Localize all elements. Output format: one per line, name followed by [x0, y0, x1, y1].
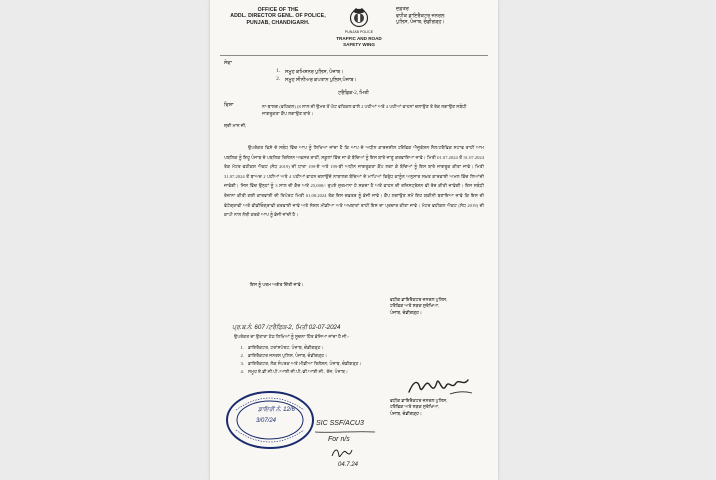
copy-recipient: ਡਾਇਰੈਕਟਰ, ਟਰਾਂਸਪੋਰਟ, ਪੰਜਾਬ, ਚੰਡੀਗੜ੍ਹ। — [248, 345, 324, 350]
closing-line: ਇਸ ਨੂੰ ਪਰਮ ਅਗੇਤ ਦਿੱਤੀ ਜਾਵੇ। — [250, 282, 304, 287]
punjab-police-emblem-icon — [347, 5, 371, 29]
copy-recipient: ਡਾਇਰੈਕਟਰ ਜਨਰਲ ਪੁਲਿਸ, ਪੰਜਾਬ, ਚੰਡੀਗੜ੍ਹ। — [248, 353, 328, 358]
letterhead-english — [224, 7, 332, 26]
stamp-date: 3/07/24 — [256, 418, 277, 424]
copy-number: 3. — [240, 361, 244, 366]
signatory-line: ਵਧੀਕ ਡਾਇਰੈਕਟਰ ਜਨਰਲ ਪੁਲਿਸ, — [390, 297, 448, 302]
wing-line: SAFETY WING — [343, 41, 375, 47]
copy-number: 1. — [240, 345, 244, 350]
wing-line: TRAFFIC AND ROAD — [336, 36, 382, 41]
signatory-line: ਟਰੈਫਿਕ ਅਤੇ ਸੜਕ ਸੁਰੱਖਿਆ, — [390, 404, 440, 410]
copy-recipient: ਡਾਇਰੈਕਟਰ, ਲੋਕ ਸੰਪਰਕ ਅਤੇ ਮੀਡੀਆ ਰਿਲੇਸ਼ਨ, ਪੰਜਾਬ, ਚੰਡੀਗੜ੍ਹ। — [248, 361, 362, 366]
emblem-caption: PUNJAB POLICE — [344, 30, 374, 34]
salutation: ਸ਼੍ਰੀ ਮਾਨ ਜੀ, — [224, 123, 247, 128]
letterhead-line: PUNJAB, CHANDIGARH. — [246, 19, 310, 26]
signatory-line: ਪੰਜਾਬ, ਚੰਡੀਗੜ੍ਹ। — [390, 309, 423, 315]
recipient-number: 2. — [276, 77, 280, 82]
recipient-line: ਸਮੂਹ ਸੀਨੀਅਰ ਕਪਤਾਨ ਪੁਲਿਸ,ਪੰਜਾਬ। — [285, 78, 357, 83]
signatory-line: ਟਰੈਫਿਕ ਅਤੇ ਸੜਕ ਸੁਰੱਖਿਆ, — [390, 303, 440, 309]
subject-label: ਵਿਸ਼ਾ — [224, 103, 234, 108]
wing-title — [336, 36, 382, 47]
handwritten-note-line: For n/s — [328, 436, 350, 443]
letterhead-line: OFFICE OF THE — [257, 7, 299, 13]
copy-number: 4. — [240, 369, 244, 374]
endorsement-number: ਪ੍ਰ.ਬ.ਨੰ. 607 /ਟਰੈਫਿਕ-2, ਮਿਤੀ 02-07-2024 — [232, 324, 341, 331]
letterhead-line: ADDL. DIRECTOR GENL. OF POLICE, — [230, 13, 326, 20]
letterhead-line: ਪੁਲਿਸ, ਪੰਜਾਬ, ਚੰਡੀਗੜ੍ਹ। — [396, 20, 445, 26]
copy-number: 2. — [240, 353, 244, 358]
reference-number: ਟਰੈਫਿਕ-2, ਮਿਤੀ — [338, 91, 369, 96]
handwritten-note-date: 04.7.24 — [338, 462, 359, 468]
letterhead-line: ਵਧੀਕ ਡਾਇਰੈਕਟਰ ਜਨਰਲ — [396, 13, 445, 19]
underline-stroke — [314, 430, 376, 434]
stamp-diary-number: ਡਾਇਰੀ ਨੰ. 12/6 — [258, 407, 295, 413]
subject-text: ਨਾ-ਬਾਲਗ (ਵਹਿਕਲ) (8 ਸਾਲ ਦੀ ਉਮਰ ਤੋਂ ਘੱਟ ਵਹਿਕਲ ਵਾਲੇ 2 ਪਹੀਆਂ ਅਤੇ 4 ਪਹੀਆਂ ਵਾਹਨਾਂ ਚਲਾਉਣ ਤੇ ਰੋਕ ਲਗਾਉਣ ਸਬੰਧੀ ਜਾਗਰੂਕਤਾ ਕੈਂਪ ਲਗਾਉਣ ਬਾਰੇ। — [262, 104, 467, 117]
endorsement-text: ਉਪਰੋਕਤ ਦਾ ਉਤਾਰਾ ਹੇਠ ਲਿਖਿਆਂ ਨੂੰ ਸੂਚਨਾ ਹਿੱਤ ਭੇਜਿਆ ਜਾਂਦਾ ਹੈ ਜੀ:- — [234, 334, 350, 339]
recipient-line: ਸਮੂਹ ਕਮਿਸ਼ਨਰ ਪੁਲਿਸ, ਪੰਜਾਬ। — [285, 70, 344, 75]
handwritten-note-line: SIC SSF/ACU3 — [316, 420, 364, 427]
signatory-line: ਵਧੀਕ ਡਾਇਰੈਕਟਰ ਜਨਰਲ ਪੁਲਿਸ, — [390, 398, 448, 403]
to-label: ਸੇਵਾ — [224, 61, 232, 66]
signature-block-1 — [390, 297, 490, 316]
signatory-line: ਪੰਜਾਬ, ਚੰਡੀਗੜ੍ਹ। — [390, 410, 423, 416]
signature-block-2 — [390, 398, 490, 417]
initials-scribble-icon — [330, 446, 354, 460]
letter-page — [210, 0, 498, 480]
recipient-number: 1. — [276, 69, 280, 74]
body-paragraph: ਉਪਰੋਕਤ ਵਿਸ਼ੇ ਦੇ ਸਬੰਧ ਵਿੱਚ ਆਪ ਨੂੰ ਲਿਖਿਆ ਜਾਂਦਾ ਹੈ ਕਿ ਆਪ ਦੇ ਅਧੀਨ ਕਾਰਜਸ਼ੀਲ ਟਰੈਫਿਕ ਐਜੂਕੇਸ਼ਨ ਸੈਲ/ਟਰੈਫਿਕ ਸਟਾਫ ਰਾਹੀਂ ਆਮ ਪਬਲਿਕ ਨੂੰ ਇਹੂ ਪੰਜਾਬ ਦੇ ਪਬਲਿਕ ਰਿਲੇਸ਼ਨ ਅਫਸਰ ਰਾਹੀਂ, ਸਕੂਲਾਂ ਵਿੱਚ ਜਾ ਕੇ ਬੱਚਿਆਂ ਨੂੰ ਇਸ ਬਾਰੇ ਜਾਣੂ ਕਰਵਾਇਆ ਜਾਵੇ। ਮਿਤੀ 01.07.2024 ਤੋਂ 31.07.2024 ਤੱਕ ਮੋਟਰ ਵਹੀਕਲ ਐਕਟ (ਸੋਧ 2019) ਦੀ ਧਾਰਾ 199-ਏ ਅਤੇ 199-ਬੀ ਅਧੀਨ ਜਾਗਰੂਕਤਾ ਕੈਂਪ ਲਗਾ ਕੇ ਬੱਚਿਆਂ ਨੂੰ ਇਸ ਬਾਰੇ ਜਾਗਰੂਕ ਕੀਤਾ ਜਾਵੇ। ਮਿਤੀ 31.07.2024 ਤੋਂ ਬਾਅਦ 2 ਪਹੀਆਂ ਅਤੇ 4 ਪਹੀਆਂ ਵਾਹਨ ਚਲਾਉਂਦੇ ਨਾਬਾਲਗ ਬੱਚਿਆਂ ਦੇ ਮਾਪਿਆਂ ਵਿਰੁੱਧ ਕਾਨੂੰਨ ਅਨੁਸਾਰ ਸਖ਼ਤ ਕਾਰਵਾਈ ਅਮਲ ਵਿੱਚ ਲਿਆਂਦੀ ਜਾਵੇਗੀ। ਜਿਸ ਵਿੱਚ ਉਨ੍ਹਾਂ ਨੂੰ 3 ਸਾਲ ਦੀ ਕੈਦ ਅਤੇ 25,000/- ਰੁਪਏ ਜੁਰਮਾਨਾ ਹੋ ਸਕਦਾ ਹੈ ਅਤੇ ਵਾਹਨ ਦੀ ਰਜਿਸਟ੍ਰੇਸ਼ਨ ਵੀ ਰੱਦ ਕੀਤੀ ਜਾਵੇਗੀ। ਇਸ ਸਬੰਧੀ ਰੋਜ਼ਾਨਾ ਕੀਤੀ ਗਈ ਕਾਰਵਾਈ ਦੀ ਰਿਪੋਰਟ ਮਿਤੀ 01.08.2024 ਤੱਕ ਇਸ ਦਫ਼ਤਰ ਨੂੰ ਭੇਜੀ ਜਾਵੇ। ਕੈਂਪ ਲਗਾਉਣ ਸਮੇਂ ਇਹ ਯਕੀਨੀ ਬਣਾਇਆ ਜਾਵੇ ਕਿ ਇਸ ਦੀ ਫੋਟੋਗ੍ਰਾਫੀ ਅਤੇ ਵੀਡੀਓਗ੍ਰਾਫੀ ਕਰਵਾਈ ਜਾਵੇ ਅਤੇ ਸੋਸ਼ਲ ਮੀਡੀਆ ਅਤੇ ਅਖਬਾਰਾਂ ਰਾਹੀਂ ਇਸ ਦਾ ਪ੍ਰਚਾਰ ਕੀਤਾ ਜਾਵੇ। ਮੋਟਰ ਵਹੀਕਲ ਐਕਟ (ਸੋਧ 2019) ਦੀ ਕਾਪੀ ਨਾਲ ਨੱਥੀ ਕਰਕੇ ਆਪ ਨੂੰ ਭੇਜੀ ਜਾਂਦੀ ਹੈ। — [224, 145, 484, 218]
header-divider — [220, 55, 488, 56]
handwritten-signature-icon — [406, 374, 476, 398]
copy-recipient: ਸਮੂਹ ਏ.ਡੀ.ਜੀ.ਪੀ./ਆਈ.ਜੀ.ਪੀ./ਡੀ.ਆਈ.ਜੀ., ਰੇਂਜ, ਪੰਜਾਬ। — [248, 369, 348, 374]
letterhead-punjabi — [396, 7, 492, 27]
letterhead-line: ਦਫ਼ਤਰ — [396, 7, 409, 12]
